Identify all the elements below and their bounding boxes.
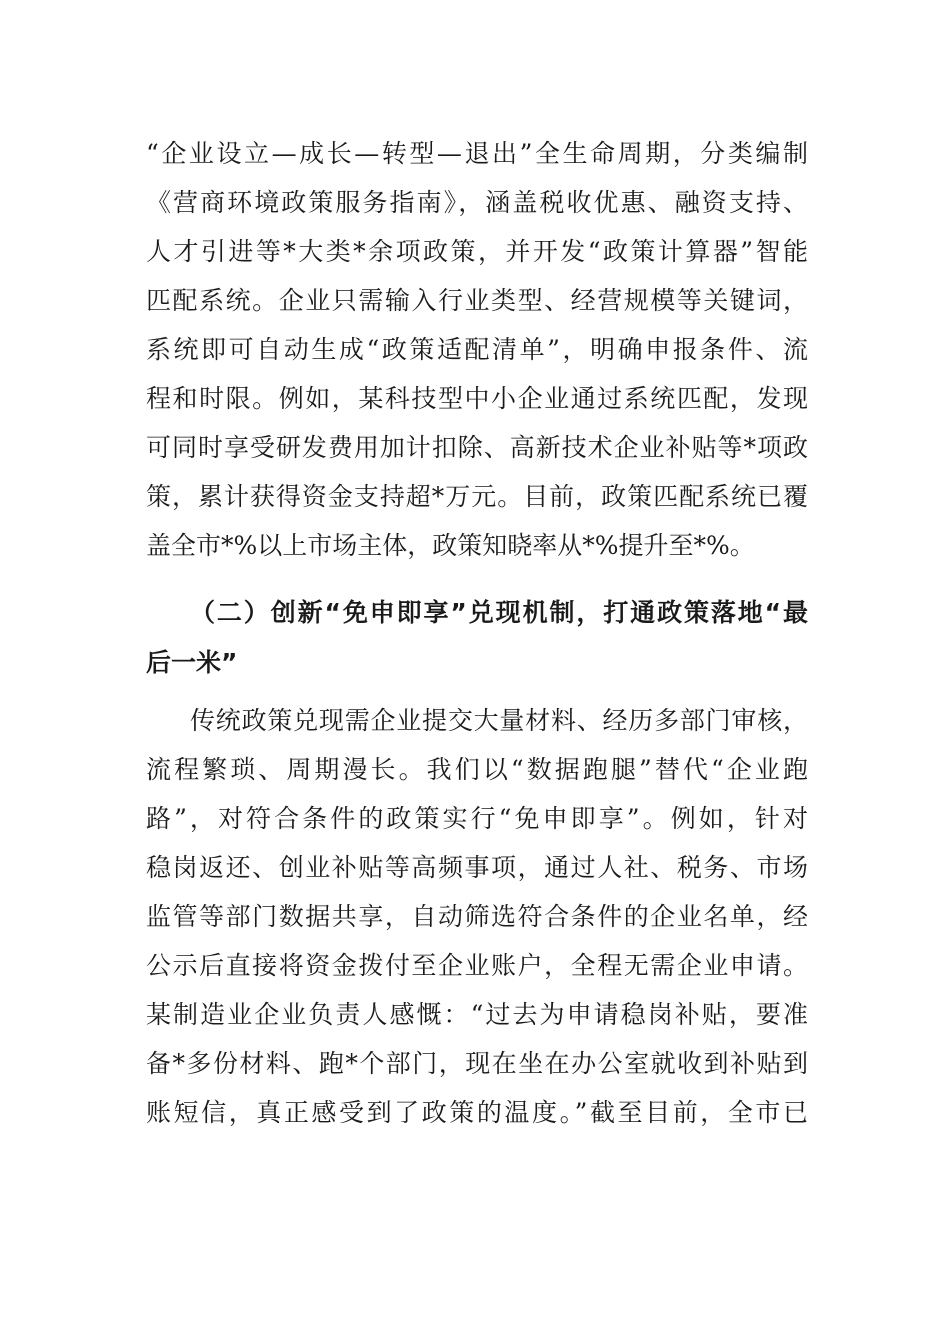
text-line: 传统政策兑现需企业提交大量材料、经历多部门审核， xyxy=(190,706,808,735)
text-line: 可同时享受研发费用加计扣除、高新技术企业补贴等*项政 xyxy=(146,433,808,462)
heading-line: 后一米” xyxy=(146,648,238,677)
text-line: 账短信，真正感受到了政策的温度。”截至目前，全市已 xyxy=(146,1098,808,1127)
text-line: 策，累计获得资金支持超*万元。目前，政策匹配系统已覆 xyxy=(146,482,808,511)
section-heading xyxy=(146,588,808,688)
text-line: 匹配系统。企业只需输入行业类型、经营规模等关键词， xyxy=(146,286,808,315)
text-line: 公示后直接将资金拨付至企业账户，全程无需企业申请。 xyxy=(146,951,808,980)
text-line: 盖全市*%以上市场主体，政策知晓率从*%提升至*%。 xyxy=(146,531,755,560)
heading-line: （二）创新“免申即享”兑现机制，打通政策落地“最 xyxy=(190,598,808,627)
text-line: 监管等部门数据共享，自动筛选符合条件的企业名单，经 xyxy=(146,902,808,931)
text-line: 路”，对符合条件的政策实行“免申即享”。例如，针对 xyxy=(146,804,808,833)
text-line: “企业设立—成长—转型—退出”全生命周期，分类编制 xyxy=(146,139,808,168)
text-line: 稳岗返还、创业补贴等高频事项，通过人社、税务、市场 xyxy=(146,853,808,882)
paragraph-no-application xyxy=(146,696,808,1137)
text-line: 备*多份材料、跑*个部门，现在坐在办公室就收到补贴到 xyxy=(146,1049,808,1078)
text-line: 《营商环境政策服务指南》，涵盖税收优惠、融资支持、 xyxy=(146,188,808,217)
text-line: 系统即可自动生成“政策适配清单”，明确申报条件、流 xyxy=(146,335,808,364)
text-line: 流程繁琐、周期漫长。我们以“数据跑腿”替代“企业跑 xyxy=(146,755,808,784)
text-line: 程和时限。例如，某科技型中小企业通过系统匹配，发现 xyxy=(146,384,808,413)
paragraph-policy-guide xyxy=(146,129,808,570)
text-line: 某制造业企业负责人感慨：“过去为申请稳岗补贴，要准 xyxy=(146,1000,808,1029)
text-line: 人才引进等*大类*余项政策，并开发“政策计算器”智能 xyxy=(146,237,808,266)
